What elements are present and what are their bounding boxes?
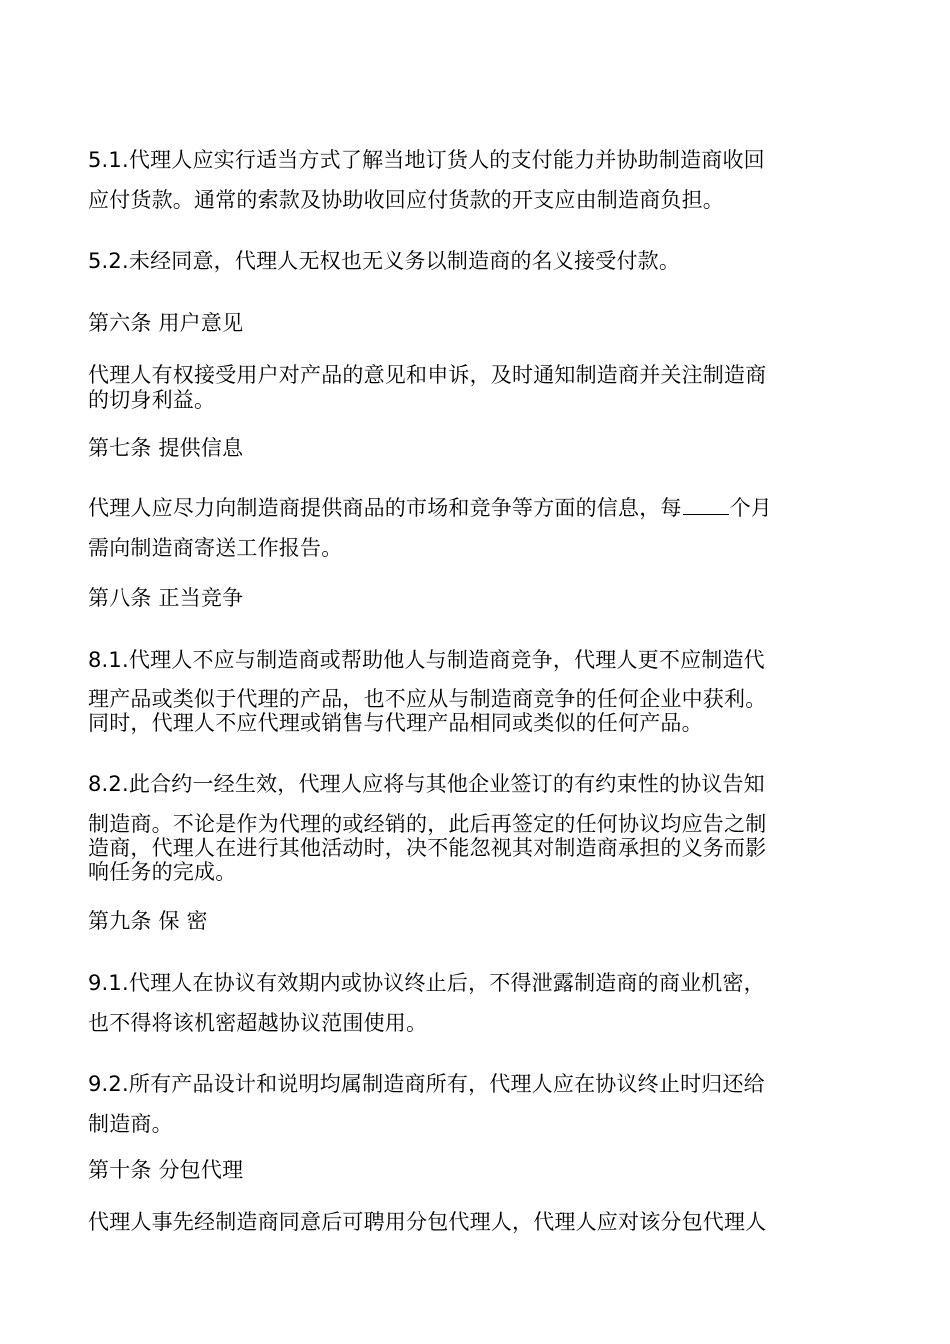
clause-8-1-line-3: 同时，代理人不应代理或销售与代理产品相同或类似的任何产品。 [88,711,703,735]
clause-9-2-line-2: 制造商。 [88,1112,173,1136]
fill-in-blank [683,496,729,515]
clause-5-1-line-2: 应付货款。通常的索款及协助收回应付货款的开支应由制造商负担。 [88,188,724,212]
clause-8-2-line-3: 造商，代理人在进行其他活动时，决不能忽视其对制造商承担的义务而影 [88,836,767,860]
clause-9-2-line-1: 9.2.所有产品设计和说明均属制造商所有，代理人应在协议终止时归还给 [88,1072,765,1096]
section-7-text-after-blank: 个月 [729,496,773,520]
section-10-line-1: 代理人事先经制造商同意后可聘用分包代理人，代理人应对该分包代理人 [88,1210,767,1234]
clause-8-2-line-2: 制造商。不论是作为代理的或经销的，此后再签定的任何协议均应告之制 [88,812,767,836]
section-heading-10: 第十条 分包代理 [88,1158,244,1182]
clause-8-1-line-2: 理产品或类似于代理的产品，也不应从与制造商竞争的任何企业中获利。 [88,687,767,711]
section-heading-9: 第九条 保 密 [88,909,208,933]
clause-9-1-line-2: 也不得将该机密超越协议范围使用。 [88,1011,428,1035]
clause-9-1-line-1: 9.1.代理人在协议有效期内或协议终止后，不得泄露制造商的商业机密， [88,971,765,995]
section-6-line-2: 的切身利益。 [88,388,216,412]
section-heading-6: 第六条 用户意见 [88,311,244,335]
clause-8-2-line-4: 响任务的完成。 [88,860,237,884]
clause-8-2-line-1: 8.2.此合约一经生效，代理人应将与其他企业签订的有约束性的协议告知 [88,772,765,796]
section-7-line-1 [88,496,772,520]
clause-8-1-line-1: 8.1.代理人不应与制造商或帮助他人与制造商竞争，代理人更不应制造代 [88,648,765,672]
section-heading-8: 第八条 正当竞争 [88,586,244,610]
section-heading-7: 第七条 提供信息 [88,436,244,460]
clause-5-1-line-1: 5.1.代理人应实行适当方式了解当地订货人的支付能力并协助制造商收回 [88,148,765,172]
clause-5-2: 5.2.未经同意，代理人无权也无义务以制造商的名义接受付款。 [88,249,681,273]
section-6-line-1: 代理人有权接受用户对产品的意见和申诉，及时通知制造商并关注制造商 [88,363,767,387]
section-7-text-before-blank: 代理人应尽力向制造商提供商品的市场和竞争等方面的信息，每 [88,496,682,520]
section-7-line-2: 需向制造商寄送工作报告。 [88,536,343,560]
